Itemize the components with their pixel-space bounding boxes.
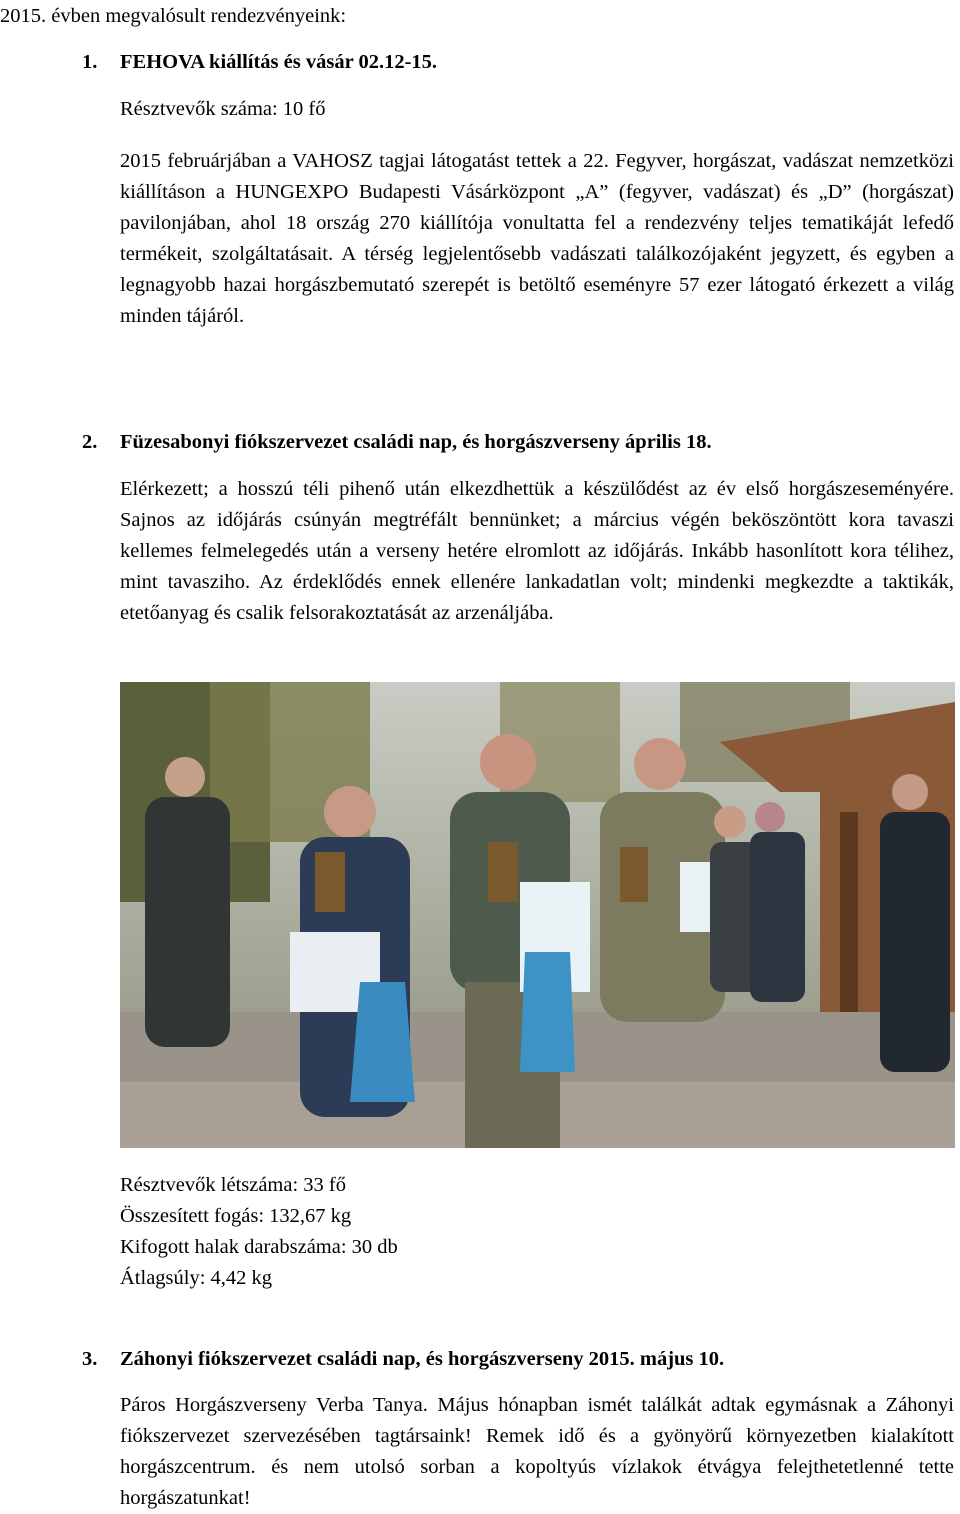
stat-participants: Résztvevők létszáma: 33 fő — [120, 1174, 347, 1196]
stat-average-weight: Átlagsúly: 4,42 kg — [120, 1267, 273, 1289]
event-title-text-1: FEHOVA kiállítás és vásár 02.12-15. — [120, 51, 438, 73]
page-heading: 2015. évben megvalósult rendezvényeink: — [0, 5, 347, 27]
event-stats-2 — [120, 1170, 398, 1294]
event-section-1 — [82, 48, 954, 332]
event-photo — [120, 682, 955, 1148]
stat-total-catch: Összesített fogás: 132,67 kg — [120, 1205, 352, 1227]
event-participants-1: Résztvevők száma: 10 fő — [120, 98, 326, 120]
event-title-text-2: Füzesabonyi fiókszervezet családi nap, és horgászverseny április 18. — [120, 431, 712, 453]
event-description-1: 2015 februárjában a VAHOSZ tagjai látogatást tettek a 22. Fegyver, horgászat, vadászat nemzetközi kiállításon a HUNGEXPO Budapesti Vásárközpont „A” (fegyver, vadászat) és „D” (horgászat) pavilonjában, ahol 18 ország 270 kiállítója vonultatta fel a rendezvény teljes tematikáját lefedő termékeit, szolgáltatásait. A térség legjelentősebb vadászati találkozójaként jegyzett, és egyben a legnagyobb hazai horgászbemutató szerepét is betöltő eseményre 57 ezer látogató érkezett a világ minden tájáról. — [120, 150, 954, 327]
event-description-2: Elérkezett; a hosszú téli pihenő után elkezdhettük a készülődést az év első horgászeseményére. Sajnos az időjárás csúnyán megtréfált bennünket; a március végén beköszöntött kora tavaszi kellemes felmelegedés után a verseny hetére elromlott az időjárás. Inkább hasonlított kora télihez, mint tavasziho. Az érdeklődés ennek ellenére lankadatlan volt; mindenki megkezdte a taktikák, etetőanyag és csalik felsorakoztatását az arzenáljába. — [120, 478, 954, 624]
event-title-2 — [82, 428, 954, 456]
event-number-1: 1. — [82, 51, 98, 73]
stat-fish-count: Kifogott halak darabszáma: 30 db — [120, 1236, 398, 1258]
event-section-3 — [82, 1345, 954, 1514]
event-number-2: 2. — [82, 431, 98, 453]
event-title-text-3: Záhonyi fiókszervezet családi nap, és horgászverseny 2015. május 10. — [120, 1348, 725, 1370]
event-section-2 — [82, 428, 954, 629]
event-description-3: Páros Horgászverseny Verba Tanya. Május hónapban ismét találkát adtak egymásnak a Záhonyi fiókszervezet szervezésében tagtársaink! Remek idő és a gyönyörű környezetben kialakított horgászcentrum. és nem utolsó sorban a kopoltyús vízlakok étvágya felejthetetlenné tette horgászatunkat! — [120, 1394, 954, 1509]
event-title-3 — [82, 1345, 954, 1373]
event-title-1 — [82, 48, 954, 76]
event-number-3: 3. — [82, 1348, 98, 1370]
